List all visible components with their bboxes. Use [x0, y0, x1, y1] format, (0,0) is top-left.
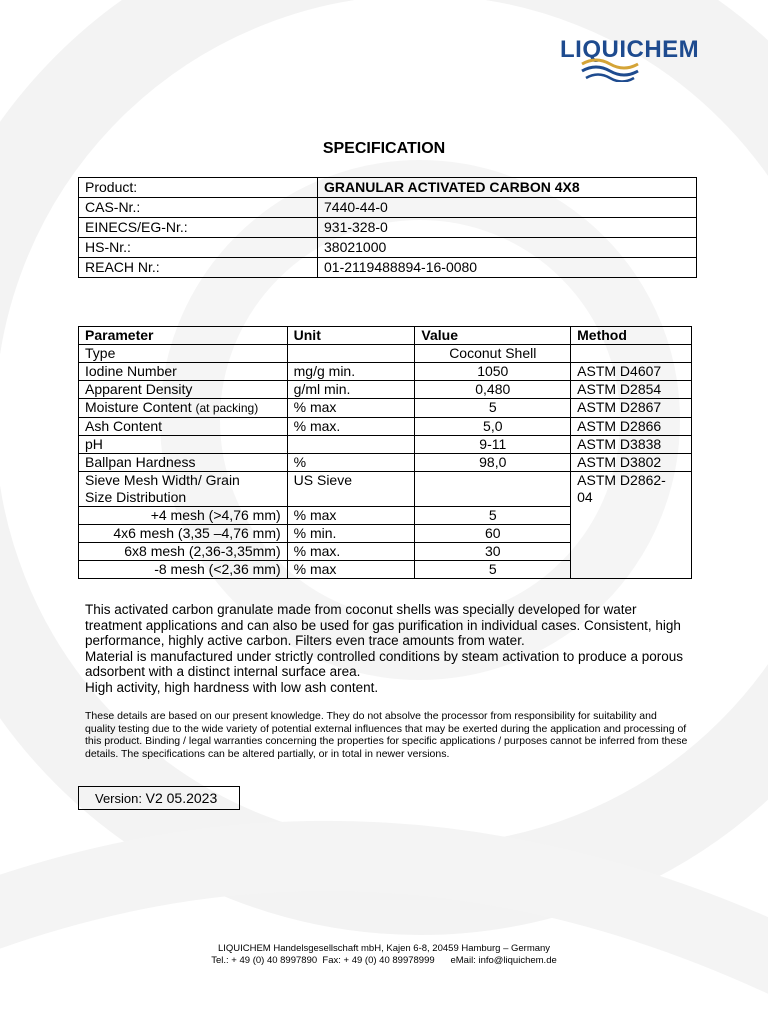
product-description: [85, 602, 685, 695]
mesh-unit: % max.: [287, 543, 415, 561]
sieve-param-line2: Size Distribution: [85, 489, 187, 505]
description-paragraph: Material is manufactured under strictly controlled conditions by steam activation to produce a porous adsorbent with a distinct internal surface area.: [85, 648, 684, 679]
spec-row: [79, 363, 692, 381]
sieve-param: [79, 472, 288, 507]
spec-header-row: [79, 327, 692, 345]
sieve-row: [79, 472, 692, 507]
spec-row: [79, 418, 692, 436]
spec-method: ASTM D3802: [571, 454, 692, 472]
reach-label: REACH Nr.:: [79, 258, 318, 278]
spec-value: 9-11: [415, 436, 571, 454]
mesh-label: +4 mesh (>4,76 mm): [79, 507, 288, 525]
sieve-value: [415, 472, 571, 507]
reach-value: 01-2119488894-16-0080: [318, 258, 697, 278]
spec-method: [571, 345, 692, 363]
spec-param: Type: [79, 345, 288, 363]
spec-unit: %: [287, 454, 415, 472]
spec-unit: mg/g min.: [287, 363, 415, 381]
spec-method: ASTM D3838: [571, 436, 692, 454]
mesh-label: 4x6 mesh (3,35 –4,76 mm): [79, 525, 288, 543]
einecs-value: 931-328-0: [318, 218, 697, 238]
spec-param: Ballpan Hardness: [79, 454, 288, 472]
mesh-unit: % min.: [287, 525, 415, 543]
header-unit: Unit: [287, 327, 415, 345]
hs-row: [79, 238, 697, 258]
spec-row: [79, 345, 692, 363]
header-parameter: Parameter: [79, 327, 288, 345]
einecs-row: [79, 218, 697, 238]
sieve-unit: US Sieve: [287, 472, 415, 507]
spec-unit: % max.: [287, 418, 415, 436]
specification-table: [78, 326, 692, 579]
disclaimer-note: These details are based on our present knowledge. They do not absolve the processor from responsibility for suitability and quality testing due to the wide variety of potential external influences that may be exerted during the application and processing of this product. Binding / legal warranties concerning the properties for specific applications / purposes cannot be inferred from these details. The specifications can be altered partially, or in total in newer versions.: [85, 710, 688, 760]
spec-value: 1050: [415, 363, 571, 381]
reach-row: [79, 258, 697, 278]
product-info-table: [78, 177, 697, 278]
spec-method: ASTM D2854: [571, 381, 692, 399]
sieve-param-line1: Sieve Mesh Width/ Grain: [85, 472, 240, 488]
spec-param: Ash Content: [79, 418, 288, 436]
spec-method: ASTM D4607: [571, 363, 692, 381]
sieve-method-line2: 04: [577, 489, 593, 505]
spec-param: [79, 399, 288, 418]
spec-unit: % max: [287, 399, 415, 418]
mesh-value: 60: [415, 525, 571, 543]
footer-address: LIQUICHEM Handelsgesellschaft mbH, Kajen 6-8, 20459 Hamburg – Germany: [217, 943, 551, 954]
hs-label: HS-Nr.:: [79, 238, 318, 258]
spec-param-text: Moisture Content: [85, 399, 192, 415]
cas-row: [79, 198, 697, 218]
spec-value: 5: [415, 399, 571, 418]
mesh-unit: % max: [287, 507, 415, 525]
description-paragraph: High activity, high hardness with low ash content.: [85, 679, 379, 695]
spec-value: 5,0: [415, 418, 571, 436]
spec-unit: g/ml min.: [287, 381, 415, 399]
footer-contact: Tel.: + 49 (0) 40 8997890 Fax: + 49 (0) 40 89978999 eMail: info@liquichem.de: [211, 955, 557, 966]
page-footer: [0, 943, 768, 967]
spec-unit: [287, 436, 415, 454]
spec-param: Iodine Number: [79, 363, 288, 381]
spec-row: [79, 399, 692, 418]
spec-param: Apparent Density: [79, 381, 288, 399]
product-row: [79, 178, 697, 198]
liquichem-logo: [560, 36, 740, 82]
mesh-value: 30: [415, 543, 571, 561]
sieve-method: [571, 472, 692, 579]
spec-param-note: (at packing): [195, 401, 259, 415]
product-value: GRANULAR ACTIVATED CARBON 4X8: [318, 178, 697, 198]
spec-row: [79, 436, 692, 454]
cas-value: 7440-44-0: [318, 198, 697, 218]
mesh-unit: % max: [287, 561, 415, 579]
hs-value: 38021000: [318, 238, 697, 258]
version-label: Version:: [95, 791, 142, 806]
einecs-label: EINECS/EG-Nr.:: [79, 218, 318, 238]
spec-value: 0,480: [415, 381, 571, 399]
page-title: SPECIFICATION: [322, 140, 446, 157]
version-box: [78, 786, 240, 810]
version-value: V2 05.2023: [145, 790, 218, 806]
spec-unit: [287, 345, 415, 363]
description-paragraph: This activated carbon granulate made from coconut shells was specially developed for water treatment applications and can also be used for gas purification in individual cases. Consistent, high performance, highly active carbon. Filters even trace amounts from water.: [85, 602, 681, 648]
spec-value: 98,0: [415, 454, 571, 472]
spec-method: ASTM D2867: [571, 399, 692, 418]
spec-row: [79, 381, 692, 399]
header-value: Value: [415, 327, 571, 345]
mesh-label: 6x8 mesh (2,36-3,35mm): [79, 543, 288, 561]
mesh-value: 5: [415, 507, 571, 525]
header-method: Method: [571, 327, 692, 345]
mesh-label: -8 mesh (<2,36 mm): [79, 561, 288, 579]
spec-method: ASTM D2866: [571, 418, 692, 436]
wave-logo-mark: [580, 58, 640, 82]
mesh-value: 5: [415, 561, 571, 579]
spec-row: [79, 454, 692, 472]
product-label: Product:: [79, 178, 318, 198]
sieve-method-line1: ASTM D2862-: [577, 472, 666, 488]
spec-param: pH: [79, 436, 288, 454]
spec-value: Coconut Shell: [415, 345, 571, 363]
logo-text: LIQUICHEM: [560, 36, 700, 63]
cas-label: CAS-Nr.:: [79, 198, 318, 218]
